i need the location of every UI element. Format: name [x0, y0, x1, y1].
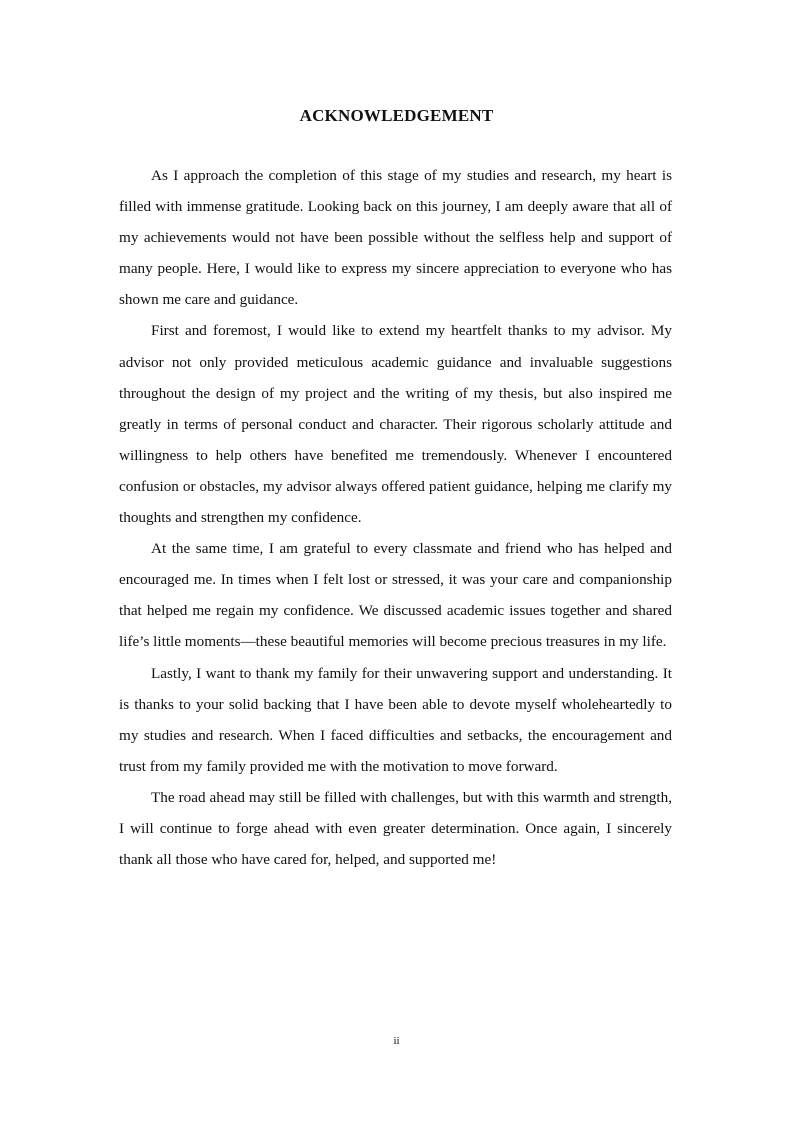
acknowledgement-body	[119, 160, 672, 875]
paragraph-advisor-thanks: First and foremost, I would like to extend my heartfelt thanks to my advisor. My advisor not only provided meticulous academic guidance and invaluable suggestions throughout the design of my project and the writing of my thesis, but also inspired me greatly in terms of personal conduct and character. Their rigorous scholarly attitude and willingness to help others have benefited me tremendously. Whenever I encountered confusion or obstacles, my advisor always offered patient guidance, helping me clarify my thoughts and strengthen my confidence.	[119, 322, 672, 527]
page-title: ACKNOWLEDGEMENT	[299, 106, 494, 125]
paragraph-classmates-thanks: At the same time, I am grateful to every classmate and friend who has helped and encouraged me. In times when I felt lost or stressed, it was your care and companionship that helped me regain my confidence. We discussed academic issues together and shared life’s little moments—these beautiful memories will become precious treasures in my life.	[119, 540, 672, 651]
paragraph-closing: The road ahead may still be filled with challenges, but with this warmth and strength, I will continue to forge ahead with even greater determination. Once again, I sincerely thank all those who have cared for, helped, and supported me!	[119, 788, 672, 869]
paragraph-family-thanks: Lastly, I want to thank my family for their unwavering support and understanding. It is thanks to your solid backing that I have been able to devote myself wholeheartedly to my studies and research. When I faced difficulties and setbacks, the encouragement and trust from my family provided me with the motivation to move forward.	[119, 664, 672, 775]
paragraph-gratitude-intro: As I approach the completion of this stage of my studies and research, my heart is filled with immense gratitude. Looking back on this journey, I am deeply aware that all of my achievements would not have been possible without the selfless help and support of many people. Here, I would like to express my sincere appreciation to everyone who has shown me care and guidance.	[119, 167, 672, 309]
page-number: ii	[393, 1035, 400, 1047]
